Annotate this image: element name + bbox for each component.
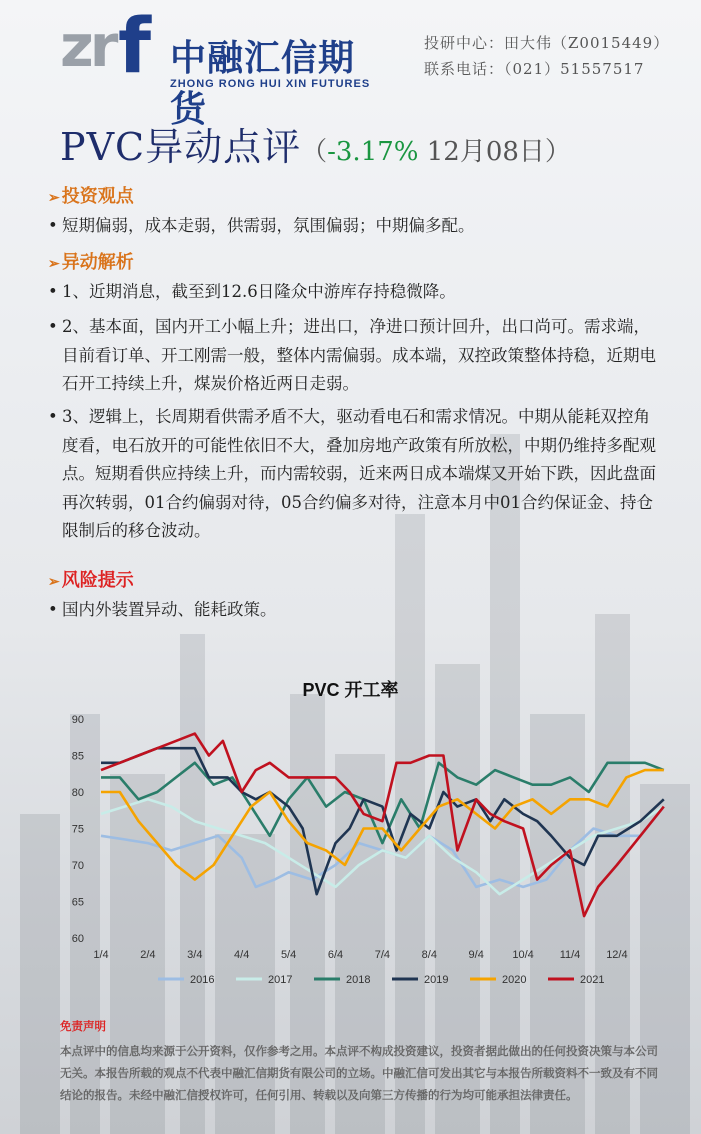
analysis-heading: ➢ 异动解析 (48, 252, 134, 273)
x-tick-label: 5/4 (280, 949, 297, 961)
title-paren: （ (301, 137, 328, 167)
legend-label-2019: 2019 (424, 974, 449, 986)
chart-title: PVC 开工率 (302, 680, 399, 700)
logo-english-name: ZHONG RONG HUI XIN FUTURES (170, 78, 371, 90)
legend-label-2016: 2016 (190, 974, 215, 986)
disclaimer-heading: 免责声明 (60, 1019, 106, 1033)
x-tick-label: 9/4 (468, 949, 484, 961)
report-date: 12月08日） (418, 137, 571, 167)
x-tick-label: 12/4 (606, 949, 628, 961)
y-tick-label: 90 (71, 714, 84, 726)
analysis-point-2: • 2、基本面，国内开工小幅上升；进出口，净进口预计回升，出口尚可。需求端，目前看订单、开工刚需一般，整体内需偏弱。成本端，双控政策整体持稳，近期电石开工持续上升，煤炭价格近两日走弱。 (48, 313, 658, 399)
bullet-icon: • (48, 282, 58, 301)
x-tick-label: 2/4 (140, 949, 156, 961)
logo-chinese-name: 中融汇信期货 (170, 38, 356, 130)
phone-number: 联系电话：（021）51557517 (424, 60, 645, 78)
legend-label-2021: 2021 (580, 974, 605, 986)
investment-view-heading: ➢ 投资观点 (48, 186, 134, 207)
x-tick-label: 10/4 (512, 949, 534, 961)
logo-mark-zr: zr (60, 12, 115, 80)
x-tick-label: 7/4 (374, 949, 391, 961)
contact-info (424, 30, 669, 82)
legend-label-2020: 2020 (502, 974, 527, 986)
header (0, 0, 701, 130)
bullet-icon: • (48, 600, 58, 619)
y-tick-label: 85 (71, 750, 84, 763)
investment-view-text: • 短期偏弱，成本走弱，供需弱，氛围偏弱；中期偏多配。 (48, 212, 658, 241)
company-logo (60, 1, 380, 130)
bullet-icon: • (48, 407, 58, 426)
bullet-icon: • (48, 317, 58, 336)
legend-label-2017: 2017 (268, 974, 293, 986)
logo-mark-f: f (118, 1, 152, 90)
series-line-2021 (101, 734, 664, 917)
arrow-icon: ➢ (48, 256, 60, 272)
x-tick-label: 6/4 (327, 949, 344, 961)
report-title (60, 116, 571, 171)
y-tick-label: 70 (71, 860, 84, 872)
x-tick-label: 4/4 (234, 949, 250, 961)
title-main: PVC异动点评 (60, 125, 302, 169)
research-center: 投研中心：田大伟（Z0015449） (424, 34, 670, 52)
arrow-icon: ➢ (48, 574, 60, 590)
y-tick-label: 65 (71, 896, 84, 909)
analysis-point-1: • 1、近期消息，截至到12.6日隆众中游库存持稳微降。 (48, 278, 658, 307)
risk-text: • 国内外装置异动、能耗政策。 (48, 596, 658, 625)
pvc-operating-rate-chart (0, 700, 701, 1000)
x-tick-label: 8/4 (421, 949, 437, 961)
y-tick-label: 75 (71, 823, 84, 836)
risk-heading: ➢ 风险提示 (48, 570, 134, 591)
x-tick-label: 1/4 (93, 949, 109, 961)
x-tick-label: 3/4 (187, 949, 203, 961)
legend-label-2018: 2018 (346, 974, 371, 986)
x-tick-label: 11/4 (559, 949, 581, 961)
disclaimer-text: 本点评中的信息均来源于公开资料，仅作参考之用。本点评不构成投资建议，投资者据此做出的任何投资决策与本公司无关。本报告所载的观点不代表中融汇信期货有限公司的立场。中融汇信可发出其它与本报告所载资料不一致及有不同结论的报告。未经中融汇信授权许可，任何引用、转载以及向第三方传播的行为均可能承担法律责任。 (60, 1044, 658, 1102)
y-tick-label: 80 (71, 787, 84, 799)
bullet-icon: • (48, 216, 58, 235)
price-change: -3.17% (327, 137, 419, 167)
y-tick-label: 60 (71, 933, 84, 945)
analysis-point-3: • 3、逻辑上，长周期看供需矛盾不大，驱动看电石和需求情况。中期从能耗双控角度看，电石放开的可能性依旧不大，叠加房地产政策有所放松，中期仍维持多配观点。短期看供应持续上升，而内需较弱，近来两日成本端煤又开始下跌，因此盘面再次转弱，01合约偏弱对待，05合约偏多对待，注意本月中01合约保证金、持仓限制后的移仓波动。 (48, 403, 658, 546)
arrow-icon: ➢ (48, 190, 60, 206)
series-line-2018 (101, 763, 664, 843)
